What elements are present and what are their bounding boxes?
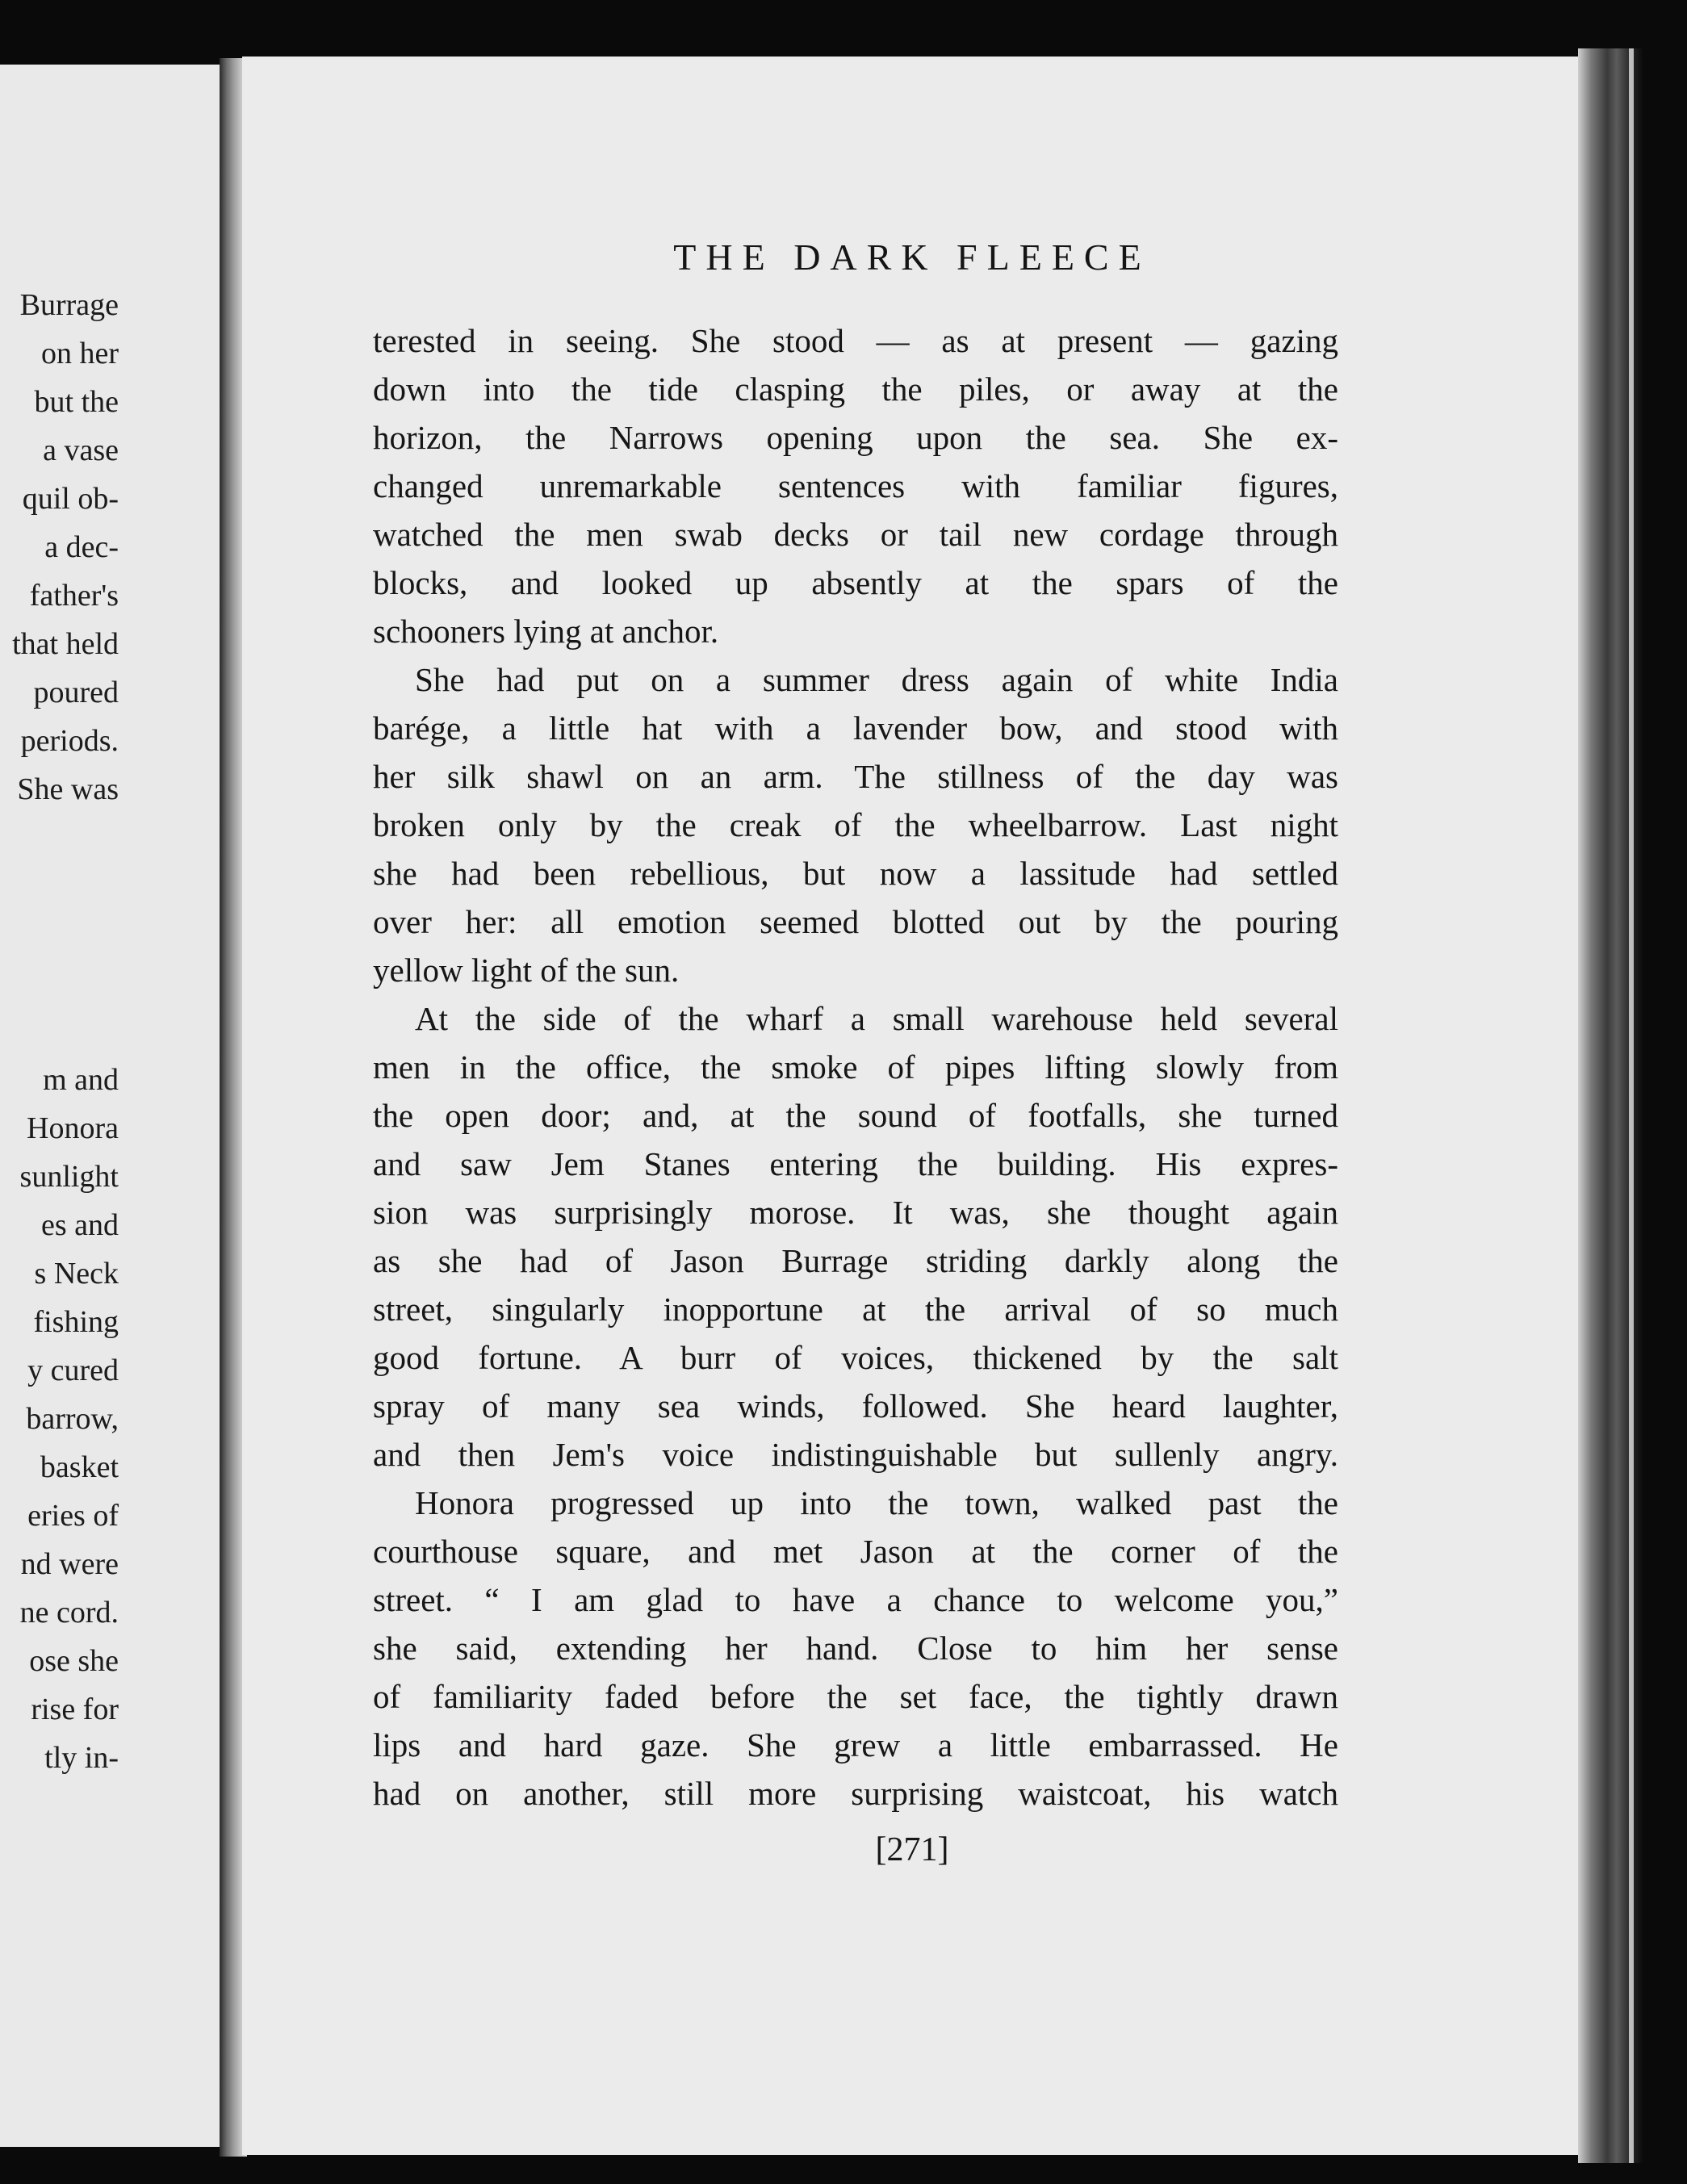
left-line: Burrage xyxy=(19,288,119,322)
left-line: but the xyxy=(34,385,119,419)
left-line: She was xyxy=(17,772,119,806)
text-line: had on another, still more surprising waistcoat, his watch xyxy=(373,1775,1338,1812)
text-line: terested in seeing. She stood — as at present — gazing xyxy=(373,322,1338,359)
left-line: a vase xyxy=(43,433,119,467)
body-text xyxy=(373,316,1338,1818)
left-line: a dec- xyxy=(44,530,119,564)
left-line: y cured xyxy=(27,1353,119,1387)
left-line: Honora xyxy=(27,1111,119,1145)
text-line: courthouse square, and met Jason at the corner of the xyxy=(373,1533,1338,1570)
left-line: sunlight xyxy=(19,1160,119,1194)
text-line: horizon, the Narrows opening upon the sea. She ex- xyxy=(373,419,1338,456)
left-section-gap xyxy=(12,814,119,1056)
text-line: men in the office, the smoke of pipes lifting slowly from xyxy=(373,1048,1338,1086)
left-line: poured xyxy=(33,676,119,709)
text-line: blocks, and looked up absently at the spars of the xyxy=(373,564,1338,601)
page-number: [271] xyxy=(875,1831,949,1868)
left-page xyxy=(0,65,222,2147)
page-edge-stack xyxy=(1629,48,1634,2163)
left-line: s Neck xyxy=(34,1257,119,1291)
paragraph-first-line: She had put on a summer dress again of white India xyxy=(415,661,1338,698)
left-line: nd were xyxy=(20,1547,119,1581)
left-line: rise for xyxy=(31,1692,119,1726)
text-line: her silk shawl on an arm. The stillness of the day was xyxy=(373,758,1338,795)
left-line: quil ob- xyxy=(22,482,119,516)
text-line: changed unremarkable sentences with familiar figures, xyxy=(373,467,1338,504)
text-line: of familiarity faded before the set face, the tightly drawn xyxy=(373,1678,1338,1715)
left-line: basket xyxy=(40,1450,119,1484)
text-line: down into the tide clasping the piles, or away at the xyxy=(373,370,1338,408)
left-line: ne cord. xyxy=(19,1596,119,1630)
left-line: on her xyxy=(40,337,119,370)
paragraph-first-line: Honora progressed up into the town, walked past the xyxy=(415,1484,1338,1521)
text-line: she said, extending her hand. Close to him her sense xyxy=(373,1630,1338,1667)
left-line: father's xyxy=(29,579,119,613)
text-line: lips and hard gaze. She grew a little embarrassed. He xyxy=(373,1726,1338,1764)
text-line: over her: all emotion seemed blotted out by the pouring xyxy=(373,903,1338,940)
text-line: the open door; and, at the sound of footfalls, she turned xyxy=(373,1097,1338,1134)
text-line: barége, a little hat with a lavender bow, and stood with xyxy=(373,709,1338,747)
text-line: yellow light of the sun. xyxy=(373,952,680,989)
text-line: good fortune. A burr of voices, thickened by the salt xyxy=(373,1339,1338,1376)
left-line: m and xyxy=(43,1063,119,1097)
left-line: eries of xyxy=(27,1499,119,1533)
left-line: ose she xyxy=(29,1644,119,1678)
text-line: spray of many sea winds, followed. She heard laughter, xyxy=(373,1387,1338,1425)
text-line: sion was surprisingly morose. It was, she thought again xyxy=(373,1194,1338,1231)
text-line: as she had of Jason Burrage striding darkly along the xyxy=(373,1242,1338,1279)
left-line: fishing xyxy=(33,1305,119,1339)
left-line: periods. xyxy=(20,724,119,758)
left-line: barrow, xyxy=(26,1402,119,1436)
left-line: that held xyxy=(12,627,119,661)
left-line: tly in- xyxy=(44,1741,119,1775)
text-line: watched the men swab decks or tail new cordage through xyxy=(373,516,1338,553)
text-line: street. “ I am glad to have a chance to welcome you,” xyxy=(373,1581,1338,1618)
text-line: and then Jem's voice indistinguishable but sullenly angry. xyxy=(373,1436,1338,1473)
text-line: and saw Jem Stanes entering the building. His expres- xyxy=(373,1145,1338,1182)
text-line: broken only by the creak of the wheelbarrow. Last night xyxy=(373,806,1338,843)
text-line: street, singularly inopportune at the arrival of so much xyxy=(373,1291,1338,1328)
left-line: es and xyxy=(40,1208,119,1242)
left-page-text xyxy=(12,281,119,1782)
paragraph-first-line: At the side of the wharf a small warehouse held several xyxy=(415,1000,1338,1037)
text-line: schooners lying at anchor. xyxy=(373,613,719,650)
running-head: THE DARK FLEECE xyxy=(673,236,1151,278)
text-line: she had been rebellious, but now a lassitude had settled xyxy=(373,855,1338,892)
